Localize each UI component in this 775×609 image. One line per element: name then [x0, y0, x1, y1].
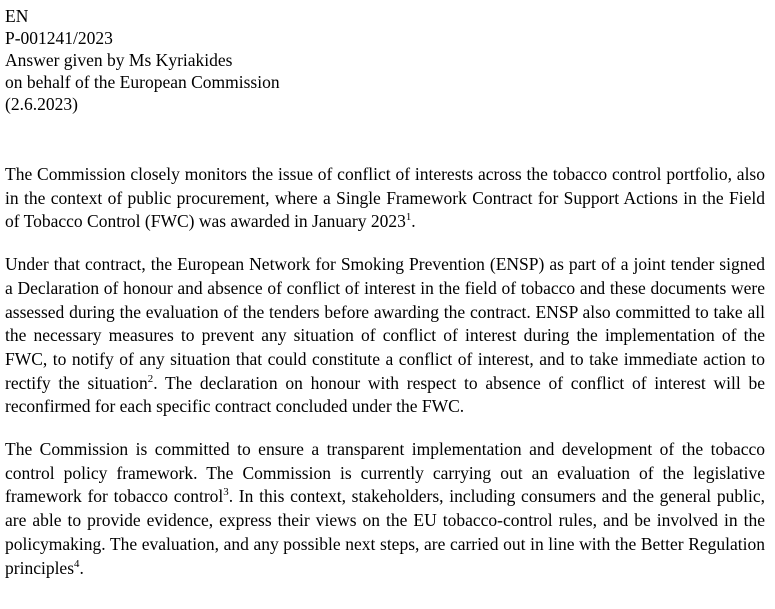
- footnote-reference-1[interactable]: 1: [405, 211, 412, 224]
- paragraph-2: Under that contract, the European Network for Smoking Prevention (ENSP) as part of a joint tender signed a Declaration of honour and absence of conflict of interest in the field of tobacco and these documents were assessed during the evaluation of the tenders before awarding the contract. ENSP also committed to take all the necessary measures to prevent any situation of conflict of interest during the implementation of the FWC, to notify of any situation that could constitute a conflict of interest, and to take immediate action to rectify the situation$^2$. The declaration on honour with respect to absence of conflict of interest will be reconfirmed for each specific contract concluded under the FWC.: [5, 254, 765, 417]
- answer-author: Answer given by Ms Kyriakides: [5, 50, 233, 70]
- document-body: [5, 163, 765, 580]
- paragraph-1: The Commission closely monitors the issue of conflict of interests across the tobacco control portfolio, also in the context of public procurement, where a Single Framework Contract for Support Actions in the Field of Tobacco Control (FWC) was awarded in January 2023$^1$.: [5, 164, 765, 232]
- footnote-reference-2[interactable]: 2: [147, 372, 154, 385]
- paragraph-3: The Commission is committed to ensure a transparent implementation and development of the tobacco control policy framework. The Commission is currently carrying out an evaluation of the legislative framework for tobacco control$^3$. In this context, stakeholders, including consumers and the general public, are able to provide evidence, express their views on the EU tobacco-control rules, and be involved in the policymaking. The evaluation, and any possible next steps, are carried out in line with the Better Regulation principles$^4$.: [5, 439, 765, 578]
- question-reference: P-001241/2023: [5, 28, 113, 48]
- answer-date: (2.6.2023): [5, 94, 78, 114]
- language-code: EN: [5, 6, 29, 26]
- footnote-reference-3[interactable]: 3: [223, 486, 229, 499]
- document-header: [5, 5, 765, 115]
- answer-institution: on behalf of the European Commission: [5, 72, 280, 92]
- footnote-reference-4[interactable]: 4: [74, 557, 80, 570]
